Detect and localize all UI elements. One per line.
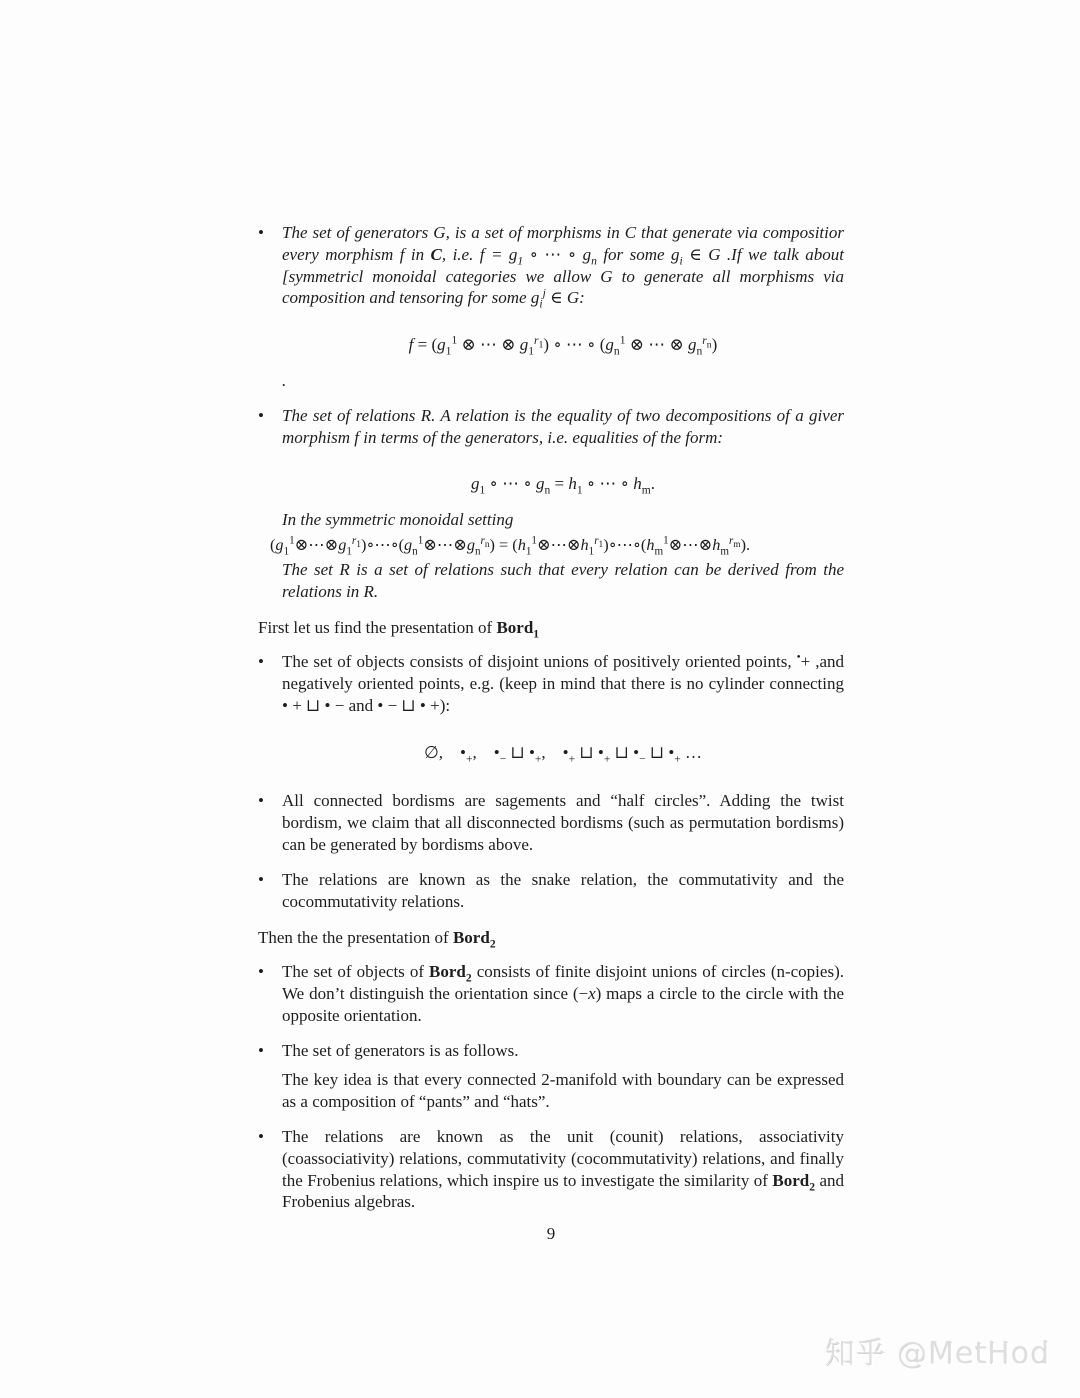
generators-bullet-text: The set of generators G, is a set of morphisms in C that generate via compositior every morphism f in C, i.e. $f = g_1$ ∘ ⋯ ∘ $g_n$ for some $g_i$ ∈ G .If we talk about [symmetricl monoidal categories we allow G to generate all morphisms via composition and tensoring for some $g_i^j$ ∈ G: — [282, 223, 844, 311]
bullet-icon: • — [258, 962, 264, 982]
equation-f-decomposition: $f = (g_1^1$ ⊗ ⋯ ⊗ $g_1^{r_1}$) ∘ ⋯ ∘ ($g_n^1$ ⊗ ⋯ ⊗ $g_n^{r_n}$) — [408, 333, 718, 358]
bullet-icon: • — [258, 652, 264, 672]
bullet-item-bord2-relations — [258, 1126, 844, 1213]
bullet-icon: • — [258, 1126, 264, 1146]
bord1-relations-text: The relations are known as the snake relation, the commutativity and the cocommutativity relations. — [282, 869, 844, 911]
bullet-icon: • — [258, 405, 264, 425]
symmetric-monoidal-note: In the symmetric monoidal setting — [282, 510, 514, 530]
bord1-objects-text: The set of objects consists of disjoint unions of positively oriented points, •+ ,and negatively oriented points, e.g. (keep in mind that there is no cylinder connecting • + ⊔ • − and • − ⊔ • +): — [282, 650, 844, 715]
relations-bullet-text: The set of relations R. A relation is the equality of two decompositions of a giver morphism f in terms of the generators, i.e. equalities of the form: — [282, 405, 844, 447]
bullet-icon: • — [258, 1040, 264, 1060]
paragraph-bord1-intro: First let us find the presentation of Bord$_1$ — [258, 618, 540, 641]
bullet-item-bord1-objects — [258, 651, 844, 777]
bullet-item-relations — [258, 405, 844, 603]
stray-period: . — [282, 370, 287, 390]
page-number: 9 — [546, 1224, 556, 1243]
bord2-key-idea-text: The key idea is that every connected 2-manifold with boundary can be expressed as a composition of “pants” and “hats”. — [282, 1070, 844, 1112]
bullet-item-bord1-relations — [258, 869, 844, 913]
bord2-relations-text: The relations are known as the unit (counit) relations, associativity (coassociativity) relations, commutativity (cocommutativity) relations, and finally the Frobenius relations, which inspire us to investigate the similarity of Bord$_2$ and Frobenius algebras. — [282, 1126, 844, 1212]
bullet-item-bord1-bordisms — [258, 790, 844, 855]
paragraph-bord2-intro: Then the the presentation of Bord$_2$ — [258, 928, 496, 951]
bullet-icon: • — [258, 223, 264, 242]
bullet-icon: • — [258, 869, 264, 889]
bullet-icon: • — [258, 791, 264, 811]
watermark-zhihu: 知乎 @MetHod — [824, 1336, 1050, 1371]
bord1-bordisms-text: All connected bordisms are sagements and “half circles”. Adding the twist bordism, we claim that all disconnected bordisms (such as permutation bordisms) can be generated by bordisms above. — [282, 791, 844, 854]
page-content — [258, 222, 844, 1226]
equation-objects-list: ∅, $•_+$, $•_-$ ⊔ $•_+$, $•_+$ ⊔ $•_+$ ⊔ $•_-$ ⊔ $•_+$ … — [423, 742, 703, 765]
bord2-generators-text: The set of generators is as follows. — [282, 1040, 519, 1060]
bord2-objects-text: The set of objects of Bord$_2$ consists of finite disjoint unions of circles (n-copies). We don’t distinguish the orientation since (−x) maps a circle to the circle with the opposite orientation. — [282, 962, 844, 1025]
equation-monoidal-relation: $(g_1^1\otimes\cdots\otimes g_1^{r_1})\circ\cdots\circ(g_n^1\otimes\cdots\otimes g_n^{r_n})$ = $(h_1^1\otimes\cdots\otimes h_1^{r_1})\circ\cdots\circ(h_m^1\otimes\cdots\otimes h_m^{r_m})$. — [270, 534, 751, 558]
equation-snake-relation: $g_1$ ∘ ⋯ ∘ $g_n = h_1$ ∘ ⋯ ∘ $h_m$. — [470, 474, 655, 497]
set-r-note: The set R is a set of relations such that every relation can be derived from the relations in R. — [282, 559, 844, 601]
bullet-item-generators — [258, 222, 844, 392]
bullet-item-bord2-objects — [258, 961, 844, 1026]
bullet-item-bord2-generators — [258, 1040, 844, 1113]
